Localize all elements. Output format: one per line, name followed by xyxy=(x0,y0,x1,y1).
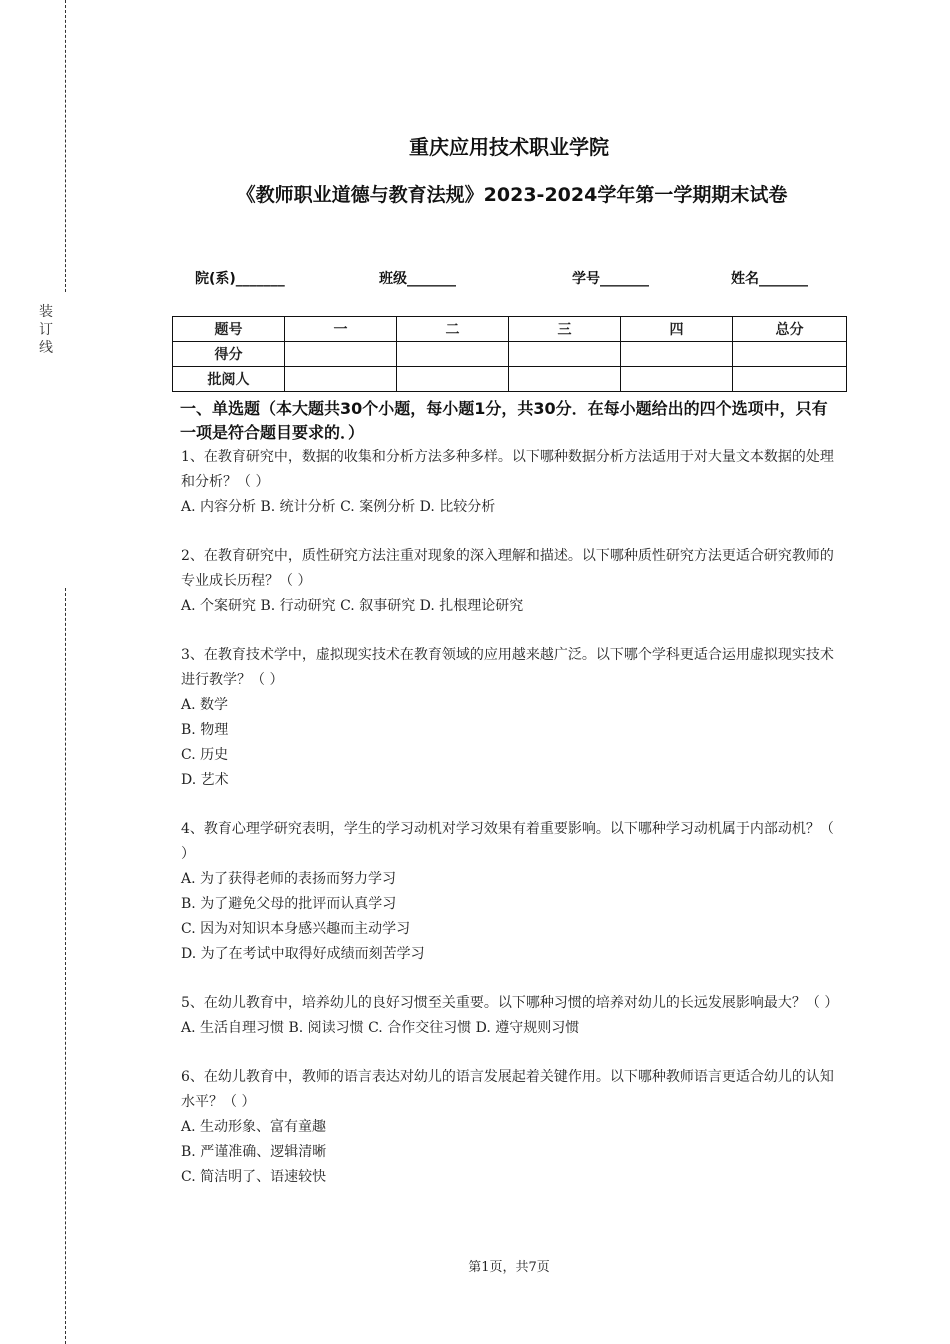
binding-label xyxy=(36,303,56,357)
option-c: C. 历史 xyxy=(181,747,229,763)
column-header: 总分 xyxy=(733,317,847,342)
option-b: B. 严谨准确、逻辑清晰 xyxy=(181,1144,327,1160)
question-item xyxy=(181,991,841,1041)
option-a: A. 数学 xyxy=(181,697,229,713)
question-item xyxy=(181,817,841,967)
department-field: 院(系)_______ xyxy=(195,271,285,287)
name-field: 姓名_______ xyxy=(731,271,808,287)
student-id-field: 学号_______ xyxy=(572,271,649,287)
binding-line-bottom xyxy=(65,588,66,1344)
option-a: A. 生动形象、富有童趣 xyxy=(181,1119,327,1135)
grader-cell xyxy=(285,367,397,392)
question-item xyxy=(181,445,841,520)
grader-cell xyxy=(733,367,847,392)
question-options: A. 生活自理习惯 B. 阅读习惯 C. 合作交往习惯 D. 遵守规则习惯 xyxy=(181,1020,580,1036)
table-row xyxy=(173,342,847,367)
question-stem: 3、在教育技术学中，虚拟现实技术在教育领域的应用越来越广泛。以下哪个学科更适合运用虚拟现实技术进行教学？（ ） xyxy=(181,647,834,688)
question-item xyxy=(181,643,841,793)
option-a: A. 为了获得老师的表扬而努力学习 xyxy=(181,871,397,887)
score-cell xyxy=(509,342,621,367)
option-b: B. 为了避免父母的批评而认真学习 xyxy=(181,896,397,912)
table-row xyxy=(173,317,847,342)
score-cell xyxy=(397,342,509,367)
row-header: 题号 xyxy=(173,317,285,342)
class-field: 班级_______ xyxy=(379,271,456,287)
column-header: 三 xyxy=(509,317,621,342)
option-d: D. 为了在考试中取得好成绩而刻苦学习 xyxy=(181,946,425,962)
question-options: A. 内容分析 B. 统计分析 C. 案例分析 D. 比较分析 xyxy=(181,499,496,515)
grader-cell xyxy=(397,367,509,392)
school-name: 重庆应用技术职业学院 xyxy=(409,135,609,159)
question-list xyxy=(181,445,841,1214)
section-heading: 一、单选题（本大题共30个小题，每小题1分，共30分．在每小题给出的四个选项中，只有一项是符合题目要求的．） xyxy=(180,399,828,442)
option-c: C. 因为对知识本身感兴趣而主动学习 xyxy=(181,921,411,937)
option-c: C. 简洁明了、语速较快 xyxy=(181,1169,327,1185)
column-header: 二 xyxy=(397,317,509,342)
grader-cell xyxy=(621,367,733,392)
page-number: 第1页，共7页 xyxy=(468,1260,550,1275)
binding-char: 装 xyxy=(39,304,53,320)
binding-char: 线 xyxy=(39,340,53,356)
question-item xyxy=(181,544,841,619)
score-cell xyxy=(733,342,847,367)
row-header: 得分 xyxy=(173,342,285,367)
grader-cell xyxy=(509,367,621,392)
question-stem: 1、在教育研究中，数据的收集和分析方法多种多样。以下哪种数据分析方法适用于对大量文本数据的处理和分析？（ ） xyxy=(181,449,834,490)
option-d: D. 艺术 xyxy=(181,772,229,788)
binding-char: 订 xyxy=(39,322,53,338)
score-cell xyxy=(285,342,397,367)
exam-title: 《教师职业道德与教育法规》2023-2024学年第一学期期末试卷 xyxy=(236,184,788,206)
question-stem: 2、在教育研究中，质性研究方法注重对现象的深入理解和描述。以下哪种质性研究方法更适合研究教师的专业成长历程？（ ） xyxy=(181,548,834,589)
question-stem: 5、在幼儿教育中，培养幼儿的良好习惯至关重要。以下哪种习惯的培养对幼儿的长远发展影响最大？（ ） xyxy=(181,995,839,1011)
table-row xyxy=(173,367,847,392)
score-cell xyxy=(621,342,733,367)
column-header: 一 xyxy=(285,317,397,342)
question-options: A. 个案研究 B. 行动研究 C. 叙事研究 D. 扎根理论研究 xyxy=(181,598,524,614)
option-b: B. 物理 xyxy=(181,722,229,738)
row-header: 批阅人 xyxy=(173,367,285,392)
score-table xyxy=(172,316,847,392)
question-stem: 6、在幼儿教育中，教师的语言表达对幼儿的语言发展起着关键作用。以下哪种教师语言更适合幼儿的认知水平？（ ） xyxy=(181,1069,834,1110)
question-stem: 4、教育心理学研究表明，学生的学习动机对学习效果有着重要影响。以下哪种学习动机属于内部动机？（ ） xyxy=(181,821,834,862)
question-item xyxy=(181,1065,841,1190)
column-header: 四 xyxy=(621,317,733,342)
